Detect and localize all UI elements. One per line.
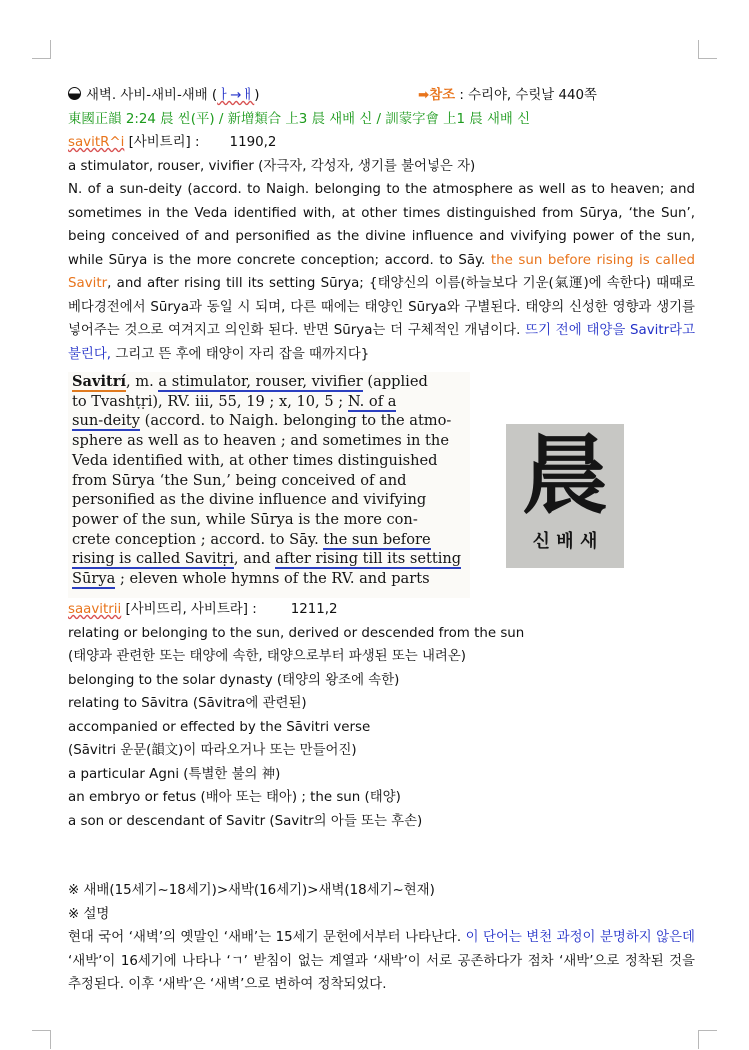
calligraphy-character: 晨: [522, 425, 608, 526]
calligraphy-image: [506, 424, 624, 568]
spacer: [68, 833, 695, 879]
entry2-gloss: (Sāvitri 운문(韻文)이 따라오거나 또는 만들어진): [68, 743, 357, 758]
crop-mark-top-right: [698, 40, 717, 59]
scan-underlined: the sun before: [323, 530, 431, 548]
scan-line: [68, 549, 470, 569]
scan-underlined: N. of a: [347, 392, 397, 410]
scan-text: to Tvashṭṛi), RV. iii, 55, 19 ; x, 10, 5 ;: [72, 392, 348, 410]
explanation-body: [68, 926, 695, 997]
entry2-gloss: relating or belonging to the sun, derived or descended from the sun: [68, 625, 525, 641]
scan-underlined: rising is called Savitṛi: [72, 550, 234, 568]
para-end: 그리고 뜬 후에 태양이 자리 잡을 때까지다}: [111, 346, 370, 362]
entry1-headword-line: [68, 131, 695, 155]
scan-text: ; eleven whole hymns of the RV. and parts: [115, 570, 430, 588]
body-start: 현대 국어 ‘새벽’의 옛말인 ‘새배’는 15세기 문헌에서부터 나타난다.: [68, 930, 466, 945]
entry2-gloss: an embryo or fetus (배아 또는 태아) ; the sun (태양): [68, 790, 401, 805]
entry2-headword: saavitrii: [68, 602, 122, 617]
entry1-headword: savitR^i: [68, 135, 125, 150]
entry2-headword-line: [68, 598, 695, 622]
entry2-gloss: a son or descendant of Savitr (Savitr의 아들 또는 후손): [68, 813, 423, 829]
scan-text: , m.: [126, 373, 159, 390]
scan-text: (applied: [362, 373, 428, 390]
half-moon-icon: [68, 87, 81, 100]
reference-arrow: ➡참조: [418, 88, 456, 103]
para-orange: the sun before rising is called Savitr: [68, 252, 695, 291]
figure-row: [68, 372, 695, 598]
body-end: ‘새박’이 16세기에 나타나 ‘ㄱ’ 받침이 없는 계열과 ‘새박’이 서로 공존하다가 점차 ‘새박’으로 정착된 것을 추정된다. 이후 ‘새박’은 ‘새벽’으로 변하여 정착되었다.: [68, 953, 695, 992]
scan-line: personified as the divine influence and vivifying: [72, 491, 427, 509]
entry2-number: 1211,2: [290, 602, 338, 617]
scan-text: , and: [233, 550, 276, 568]
entry2-gloss: relating to Sāvitra (Sāvitra에 관련된): [68, 696, 307, 711]
body-blue: 이 단어는 변천 과정이 분명하지 않은데: [465, 930, 695, 945]
dictionary-scan: [68, 372, 470, 598]
scan-line: Veda identified with, at other times distinguished: [72, 451, 438, 469]
dictionary-line: 東國正韻 2:24 晨 씬(平) / 新增類合 上3 晨 새배 신 / 訓蒙字會 上1 晨 새배 신: [68, 111, 531, 127]
crop-mark-bottom-right: [698, 1030, 717, 1049]
entry2-gloss: a particular Agni (특별한 불의 神): [68, 766, 281, 782]
scan-line: [68, 569, 470, 589]
scan-line: [68, 530, 470, 550]
entry2-gloss: belonging to the solar dynasty (태양의 왕조에 속한): [68, 672, 400, 688]
entry2-gloss: accompanied or effected by the Sāvitri verse: [68, 719, 371, 735]
scan-underlined: a stimulator, rouser, vivifier: [158, 373, 363, 390]
scan-line: [68, 392, 470, 412]
scan-line: [68, 411, 470, 431]
explanation-label: ※ 설명: [68, 906, 110, 922]
scan-text: (accord. to Naigh. belonging to the atmo-: [139, 412, 452, 430]
entry1-reading: [사비트리] :: [124, 135, 200, 150]
reference-text: : 수리야, 수릿날 440쪽: [455, 88, 597, 103]
scan-underlined: sun-deity: [72, 412, 140, 430]
crop-mark-top-left: [32, 40, 51, 59]
scan-underlined: Sūrya: [72, 570, 116, 588]
header-line: [68, 84, 695, 108]
document-page: [68, 84, 695, 997]
entry-title: 새벽. 사비-새비-새배: [86, 88, 208, 103]
entry1-paragraph: [68, 178, 695, 366]
reference: [418, 84, 597, 108]
para-mid: , and after rising till its setting Sūrya; {태양신의 이름(하늘보다 기운(氣運)에 속한다) 때때로 베다경전에서 Sūrya과 동일 시 되며, 다른 때에는 태양인 Sūrya와 구별된다. 태양의 신성한 영향과 생기를 넣어주는 것으로 여겨지고 의인화 된다. 반면 Sūrya는 더 구체적인 개념이다.: [68, 276, 695, 338]
entry1-number: 1190,2: [229, 135, 277, 150]
scan-headword: Savitrí: [72, 373, 126, 390]
entry2-gloss: (태양과 관련한 또는 태양에 속한, 태양으로부터 파생된 또는 내려온): [68, 649, 467, 664]
calligraphy-caption: 신 배 새: [532, 531, 598, 552]
title-hint-open: (: [207, 88, 218, 103]
title-hint: ㅏ→ㅐ: [217, 88, 255, 103]
title-hint-close: ): [254, 88, 260, 103]
para-blue: 뜨기 전에 태양을 Savitr라고 불린다,: [68, 323, 696, 362]
scan-line: from Sūrya ‘the Sun,’ being conceived of and: [72, 471, 407, 489]
history-note: ※ 새배(15세기~18세기)>새박(16세기)>새벽(18세기~현재): [68, 883, 435, 898]
scan-line: [68, 372, 470, 392]
entry2-reading: [사비뜨리, 사비트라] :: [121, 602, 257, 617]
entry1-gloss: a stimulator, rouser, vivifier (자극자, 각성자, 생기를 불어넣은 자): [68, 158, 476, 174]
scan-text: crete conception ; accord. to Sāy.: [72, 530, 324, 548]
para-start: N. of a sun-deity (accord. to Naigh. belonging to the atmosphere as well as to heaven; and sometimes in the Veda identified with, at other times distinguished from Sūrya, ‘the Sun’, being conceived of and personified as the divine influence and vivifying power of the sun, while Sūrya is the more concrete conception; accord. to Sāy.: [68, 182, 695, 268]
scan-line: power of the sun, while Sūrya is the more con-: [72, 510, 418, 528]
crop-mark-bottom-left: [32, 1030, 51, 1049]
scan-underlined: after rising till its setting: [275, 550, 462, 568]
scan-line: sphere as well as to heaven ; and sometimes in the: [72, 432, 449, 450]
